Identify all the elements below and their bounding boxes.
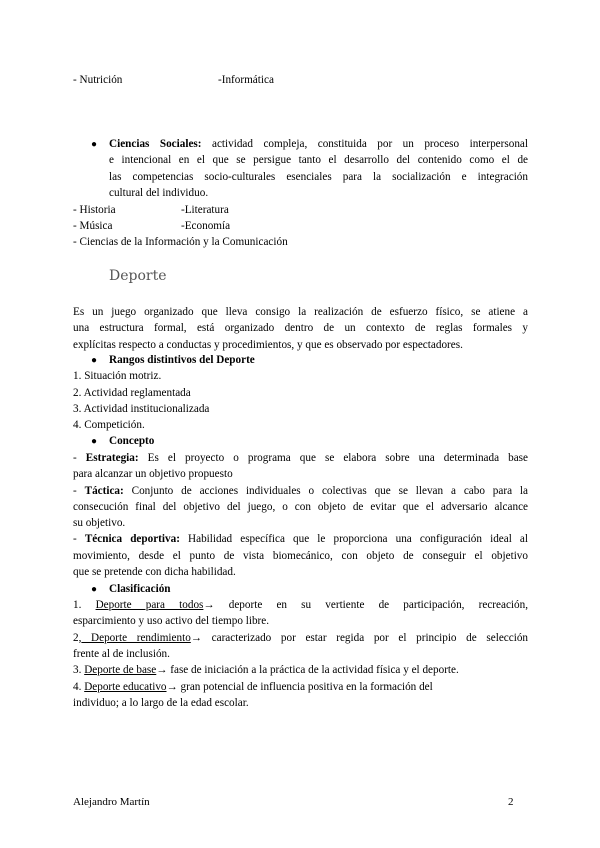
list-item-economia: -Economía	[181, 220, 231, 232]
clasificacion-item-4-line-2: individuo; a lo largo de la edad escolar.	[73, 697, 249, 709]
clasificacion-heading: Clasificación	[109, 583, 171, 595]
rangos-heading: Rangos distintivos del Deporte	[109, 354, 255, 366]
ciencias-sociales-line-4: cultural del individuo.	[109, 187, 209, 199]
list-item-informatica: -Informática	[218, 74, 274, 86]
tecnica-line-2: movimiento, desde el punto de vista biomecánico, con objeto de conseguir el objetivo	[73, 550, 528, 562]
rango-item-4: 4. Competición.	[73, 419, 145, 431]
tecnica-label: Técnica deportiva:	[84, 533, 180, 545]
list-item-musica: - Música	[73, 220, 113, 232]
section-title-deporte: Deporte	[109, 268, 167, 284]
tecnica-line-3: que se pretende con dicha habilidad.	[73, 566, 236, 578]
clasificacion-item-3: 3. Deporte de base→ fase de iniciación a la práctica de la actividad física y el deporte.	[73, 664, 459, 676]
footer-author: Alejandro Martín	[73, 796, 150, 808]
deporte-educativo-term: Deporte educativo	[84, 681, 167, 693]
list-item-ciencias-informacion: - Ciencias de la Información y la Comunicación	[73, 236, 288, 248]
list-item-historia: - Historia	[73, 204, 116, 216]
clasificacion-item-1-line-2: esparcimiento y uso activo del tiempo libre.	[73, 615, 270, 627]
estrategia-line-2: para alcanzar un objetivo propuesto	[73, 468, 233, 480]
deporte-rendimiento-term: Deporte rendimiento	[81, 632, 191, 644]
rango-item-3: 3. Actividad institucionalizada	[73, 403, 210, 415]
ciencias-sociales-label: Ciencias Sociales:	[109, 138, 202, 150]
rango-item-1: 1. Situación motriz.	[73, 370, 162, 382]
tactica-line-2: consecución final del objetivo del juego, o con objeto de evitar que el adversario alcance	[73, 501, 528, 513]
concepto-heading: Concepto	[109, 435, 155, 447]
deporte-intro-line-2: una estructura formal, está organizado dentro de un contexto de reglas formales y	[73, 322, 528, 334]
footer-page-number: 2	[508, 796, 514, 808]
tecnica-line-1: - Técnica deportiva: Habilidad específica que le proporciona una configuración ideal al	[73, 533, 529, 545]
ciencias-sociales-line-2: e intencional en el que se persigue tanto el desarrollo del contenido como el de	[109, 154, 528, 166]
tactica-line-1: - Táctica: Conjunto de acciones individuales o colectivas que se llevan a cabo para la	[73, 485, 529, 497]
estrategia-line-1: - Estrategia: Es el proyecto o programa que se elabora sobre una determinada base	[73, 452, 529, 464]
rango-item-2: 2. Actividad reglamentada	[73, 387, 191, 399]
list-item-nutricion: - Nutrición	[73, 74, 123, 86]
tactica-line-3: su objetivo.	[73, 517, 126, 529]
clasificacion-item-2-line-2: frente al de inclusión.	[73, 648, 170, 660]
deporte-para-todos-term: Deporte para todos	[95, 599, 204, 611]
list-item-literatura: -Literatura	[181, 204, 229, 216]
ciencias-sociales-line-3: las competencias socio-culturales esenciales para la socialización e integración	[109, 171, 528, 183]
tactica-label: Táctica:	[84, 485, 124, 497]
ciencias-sociales-line-1: Ciencias Sociales: actividad compleja, constituida por un proceso interpersonal	[109, 138, 528, 150]
clasificacion-item-1: 1. Deporte para todos→ deporte en su vertiente de participación, recreación,	[73, 599, 529, 611]
deporte-intro-line-1: Es un juego organizado que lleva consigo la realización de esfuerzo físico, se atiene a	[73, 306, 528, 318]
deporte-intro-line-3: explícitas respecto a conductas y procedimientos, y que es observado por espectadores.	[73, 339, 463, 351]
bullet-icon: ●	[91, 584, 98, 595]
clasificacion-item-2: 2, Deporte rendimiento→ caracterizado por estar regida por el principio de selección	[73, 632, 529, 644]
bullet-icon: ●	[91, 355, 98, 366]
bullet-icon: ●	[91, 139, 98, 150]
estrategia-label: Estrategia:	[85, 452, 139, 464]
bullet-icon: ●	[91, 436, 98, 447]
deporte-de-base-term: Deporte de base	[84, 664, 157, 676]
clasificacion-item-4: 4. Deporte educativo→ gran potencial de influencia positiva en la formación del	[73, 681, 433, 693]
